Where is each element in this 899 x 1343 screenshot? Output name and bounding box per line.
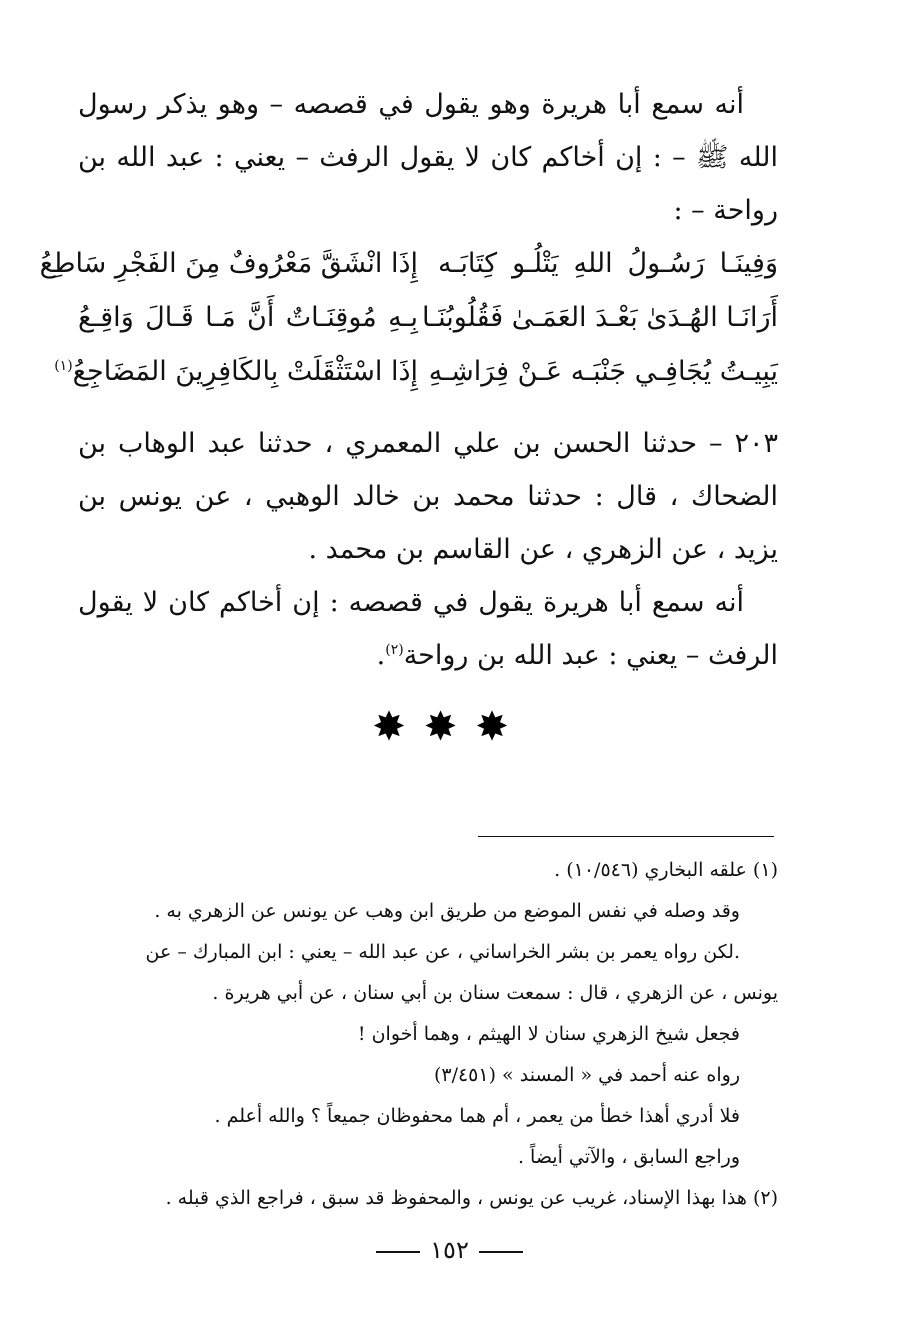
- footnote-separator: [478, 836, 774, 837]
- footnote-1-line-6: رواه عنه أحمد في « المسند » (٣/٤٥١): [433, 1064, 740, 1086]
- verse-1: [39, 237, 778, 291]
- verse-2-first-hemistich: أَرَانَـا الهُـدَىٰ بَعْـدَ العَمَـىٰ فَقُلُوبُنَـا: [421, 302, 778, 333]
- verse-1-second-hemistich: إِذَا انْشَقَّ مَعْرُوفٌ مِنَ الفَجْرِ سَاطِعُ: [39, 248, 418, 279]
- paragraph-1: أنه سمع أبا هريرة وهو يقول في قصصه – وهو يذكر رسول الله ﷺ – : إن أخاكم كان لا يقول الرفث – يعني : عبد الله بن رواحة – :: [78, 89, 778, 226]
- verse-2-second-hemistich: بِـهِ مُوقِنَـاتٌ أَنَّ مَـا قَـالَ وَاقِـعُ: [78, 302, 418, 333]
- verse-3-second-hemistich: [54, 345, 418, 399]
- footnote-1-line-2: وقد وصله في نفس الموضع من طريق ابن وهب عن يونس عن الزهري به .: [154, 900, 740, 922]
- page-number-dash-right: [479, 1251, 523, 1253]
- verse-3-second-text: إِذَا اسْتَثْقَلَتْ بِالكَافِرِينَ المَضَاجِعُ: [72, 356, 418, 387]
- poem-verses: [39, 237, 778, 399]
- paragraph-3-end: .: [376, 640, 386, 671]
- footnote-1: (١) علقه البخاري (١٠/٥٤٦) .: [554, 859, 778, 881]
- footnotes: [78, 850, 778, 1219]
- page-number-dash-left: [376, 1251, 420, 1253]
- footnote-1-line-7: فلا أدري أهذا خطأ من يعمر ، أم هما محفوظان جميعاً ؟ والله أعلم .: [214, 1105, 740, 1127]
- footnote-marker-2: (٢): [385, 642, 404, 658]
- footnote-1-line-5: فجعل شيخ الزهري سنان لا الهيثم ، وهما أخوان !: [357, 1023, 740, 1045]
- footnote-1-line-3: .لكن رواه يعمر بن بشر الخراساني ، عن عبد الله – يعني : ابن المبارك – عن: [145, 941, 740, 963]
- verse-2: [78, 291, 778, 345]
- verse-3-first-hemistich: يَبِيـتُ يُجَافِـي جَنْبَـه عَـنْ فِرَاشِـهِ: [428, 356, 778, 387]
- paragraph-2: ٢٠٣ – حدثنا الحسن بن علي المعمري ، حدثنا عبد الوهاب بن الضحاك ، قال : حدثنا محمد بن خالد الوهبي ، عن يونس بن يزيد ، عن الزهري ، عن القاسم بن محمد .: [78, 428, 778, 565]
- footnote-1-line-4: يونس ، عن الزهري ، قال : سمعت سنان بن أبي سنان ، عن أبي هريرة .: [212, 982, 778, 1004]
- verse-3: [54, 345, 778, 399]
- footnote-1-line-8: وراجع السابق ، والآتي أيضاً .: [517, 1146, 740, 1168]
- section-divider-ornament: ✸✸✸: [372, 704, 527, 750]
- page-number: [0, 1236, 899, 1264]
- paragraph-3-text: أنه سمع أبا هريرة يقول في قصصه : إن أخاكم كان لا يقول الرفث – يعني : عبد الله بن رواحة: [78, 587, 778, 671]
- page-number-value: ١٥٢: [430, 1236, 469, 1264]
- footnote-marker-1: (١): [54, 358, 73, 374]
- main-text: [39, 78, 778, 682]
- verse-1-first-hemistich: وَفِينَـا رَسُـولُ اللهِ يَتْلُـو كِتَابَـه: [438, 248, 778, 279]
- paragraph-3: [78, 576, 778, 682]
- footnote-2: (٢) هذا بهذا الإسناد، غريب عن يونس ، والمحفوظ قد سبق ، فراجع الذي قبله .: [165, 1187, 778, 1209]
